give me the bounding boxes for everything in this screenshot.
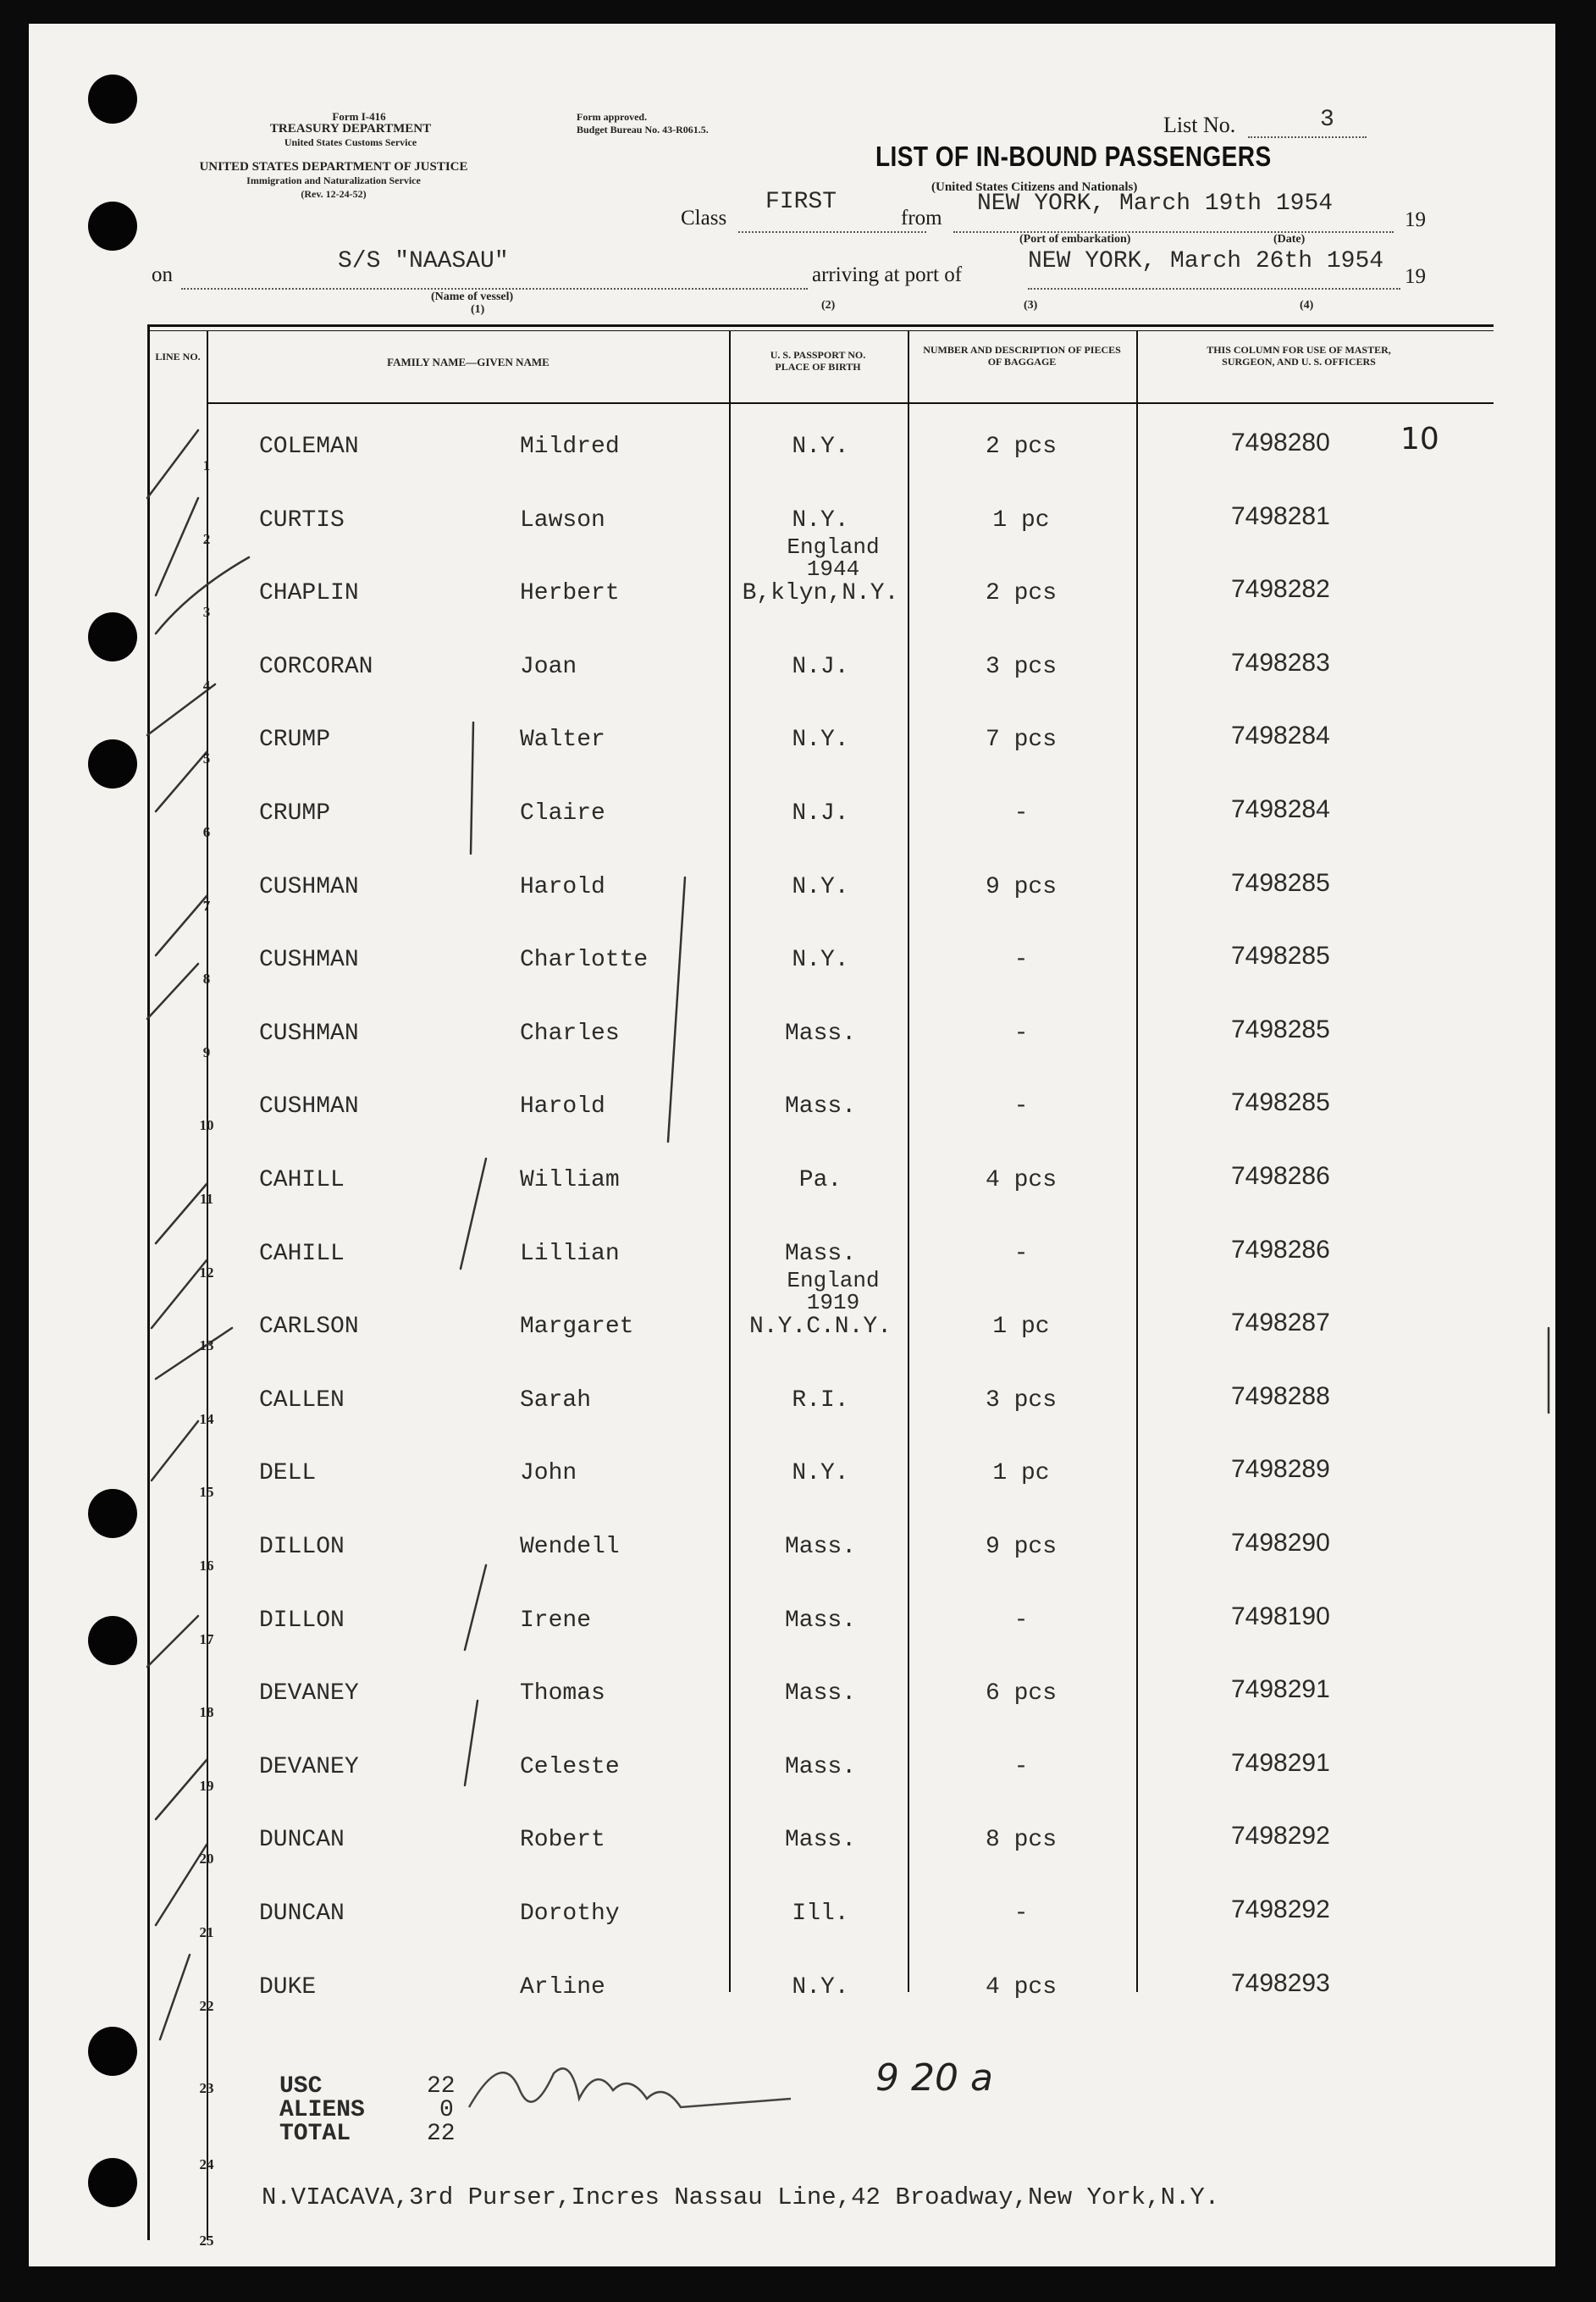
family-name: CORCORAN [259,653,373,680]
aliens-value: 0 [439,2097,454,2123]
line-number: 4 [202,677,211,694]
officer-number: 7498190 [1231,1602,1330,1630]
place-of-birth: N.Y. [792,434,849,460]
baggage: - [1013,800,1029,827]
given-name: Thomas [520,1680,605,1707]
baggage: 7 pcs [985,727,1057,754]
place-of-birth: R.I. [792,1386,849,1414]
list-no-value: 3 [1320,107,1334,133]
given-name: Arline [520,1973,605,2000]
officer-number: 7498282 [1231,575,1330,604]
class-label: Class [681,207,727,230]
arriving-year-suffix: 19 [1405,265,1426,288]
line-number: 25 [199,2233,214,2249]
given-name: Dorothy [520,1901,620,1927]
page-subtitle: (United States Citizens and Nationals) [931,180,1138,194]
family-name: DEVANEY [259,1680,359,1707]
officer-number: 7498286 [1231,1235,1330,1264]
justice-dept: UNITED STATES DEPARTMENT OF JUSTICE [199,160,468,174]
officer-number: 7498292 [1231,1822,1330,1851]
line-number: 5 [202,750,211,767]
form-id: Form I-416 [332,110,386,123]
given-name: Sarah [520,1386,592,1414]
class-value: FIRST [765,189,837,215]
line-number: 13 [199,1337,214,1354]
line-number: 24 [199,2156,214,2172]
line-number: 23 [199,2080,214,2096]
family-name: CHAPLIN [259,580,359,607]
place-of-birth: N.Y. [792,506,849,534]
family-name: CALLEN [259,1386,345,1414]
line-number: 10 [199,1117,214,1134]
birth-note: England 1944 [787,534,880,583]
place-of-birth: Mass. [784,1240,856,1267]
revision: (Rev. 12-24-52) [301,188,367,200]
port-embark-caption: (Port of embarkation) [1019,233,1131,246]
line-number: 9 [202,1043,211,1060]
given-name: Irene [520,1607,592,1634]
line-number: 8 [202,971,211,988]
col3-caption: (3) [1024,299,1038,312]
officer-number: 7498288 [1231,1381,1330,1410]
line-number: 15 [199,1484,214,1501]
family-name: CUSHMAN [259,1093,359,1121]
officer-number: 7498285 [1231,1088,1330,1117]
line-number: 16 [199,1558,214,1574]
baggage: - [1013,1240,1029,1267]
birth-note: England 1919 [787,1268,880,1316]
officer-number: 7498285 [1231,1015,1330,1043]
baggage: 4 pcs [985,1167,1057,1193]
given-name: Lillian [520,1240,620,1267]
officer-number: 7498283 [1231,648,1330,677]
on-label: on [152,263,173,286]
header-baggage: NUMBER AND DESCRIPTION OF PIECES OF BAGGAGE [923,344,1121,368]
total-value: 22 [427,2121,456,2147]
baggage: 3 pcs [985,1386,1057,1414]
place-of-birth: Mass. [784,1680,856,1707]
baggage: 1 pc [992,1314,1050,1341]
budget-bureau: Budget Bureau No. 43-R061.5. [577,124,709,136]
usc-label: USC [279,2073,323,2100]
line-number: 2 [202,530,211,547]
given-name: Lawson [520,506,605,534]
baggage: 9 pcs [985,873,1057,900]
family-name: CARLSON [259,1314,359,1341]
line-number: 6 [202,824,211,840]
given-name: John [520,1460,577,1487]
list-no-label: List No. [1163,113,1236,137]
given-name: Robert [520,1827,605,1854]
aliens-label: ALIENS [279,2097,365,2123]
date-caption: (Date) [1273,233,1306,246]
officer-number: 7498285 [1231,868,1330,897]
line-number: 12 [199,1264,214,1281]
baggage: 8 pcs [985,1827,1057,1854]
baggage: - [1013,947,1029,974]
line-number: 11 [199,1191,214,1207]
officer-number: 7498291 [1231,1748,1330,1777]
family-name: DILLON [259,1534,345,1560]
place-of-birth: N.Y. [792,727,849,754]
family-name: CRUMP [259,727,331,754]
form-approved: Form approved. [577,111,648,123]
officer-number: 7498292 [1231,1895,1330,1923]
arriving-label: arriving at port of [812,263,963,286]
usc-value: 22 [427,2073,456,2100]
family-name: CUSHMAN [259,873,359,900]
from-value: NEW YORK, March 19th 1954 [977,191,1334,217]
baggage: 3 pcs [985,653,1057,680]
officer-number: 7498281 [1231,501,1330,530]
baggage: - [1013,1093,1029,1121]
baggage: 1 pc [992,1460,1050,1487]
officer-number: 7498286 [1231,1162,1330,1190]
family-name: DUNCAN [259,1901,345,1927]
check-marks [29,24,1555,2266]
purser-line: N.VIACAVA,3rd Purser,Incres Nassau Line,42 Broadway,New York,N.Y. [262,2183,1220,2211]
family-name: DELL [259,1460,317,1487]
place-of-birth: N.J. [792,653,849,680]
line-number: 1 [202,457,211,473]
given-name: Charlotte [520,947,649,974]
baggage: 6 pcs [985,1680,1057,1707]
signature-scribble [452,2039,1129,2133]
place-of-birth: N.Y. [792,947,849,974]
family-name: CUSHMAN [259,947,359,974]
baggage: - [1013,1753,1029,1780]
family-name: DUKE [259,1973,317,2000]
line-number: 7 [202,897,211,914]
family-name: DUNCAN [259,1827,345,1854]
place-of-birth: N.Y.C.N.Y. [748,1314,892,1341]
officer-number: 7498284 [1231,795,1330,823]
family-name: DILLON [259,1607,345,1634]
baggage: 4 pcs [985,1973,1057,2000]
ins-service: Immigration and Naturalization Service [246,174,421,186]
baggage: - [1013,1020,1029,1047]
given-name: Harold [520,873,605,900]
col4-caption: (4) [1300,299,1314,312]
place-of-birth: N.Y. [792,873,849,900]
officer-number: 7498291 [1231,1675,1330,1704]
header-officers: THIS COLUMN FOR USE OF MASTER, SURGEON, AND U. S. OFFICERS [1207,344,1391,368]
family-name: DEVANEY [259,1753,359,1780]
officer-number: 7498289 [1231,1455,1330,1484]
line-number: 18 [199,1704,214,1721]
baggage: 2 pcs [985,580,1057,607]
given-name: William [520,1167,620,1193]
vessel-caption: (Name of vessel) [431,291,514,303]
officer-number: 7498290 [1231,1529,1330,1557]
treasury-dept: TREASURY DEPARTMENT [269,122,432,136]
customs-service: United States Customs Service [284,136,417,148]
family-name: COLEMAN [259,434,359,460]
from-year-suffix: 19 [1405,208,1426,231]
officer-number: 7498293 [1231,1968,1330,1997]
line-number: 20 [199,1851,214,1868]
from-label: from [901,207,942,230]
place-of-birth: Mass. [784,1827,856,1854]
line-number: 22 [199,1997,214,2014]
col1-caption: (1) [471,303,485,316]
family-name: CUSHMAN [259,1020,359,1047]
family-name: CAHILL [259,1167,345,1193]
given-name: Celeste [520,1753,620,1780]
document-page [29,24,1555,2266]
line-number: 14 [199,1410,214,1427]
officer-number: 7498285 [1231,942,1330,971]
arriving-value: NEW YORK, March 26th 1954 [1028,248,1384,274]
total-label: TOTAL [279,2121,351,2147]
baggage: - [1013,1607,1029,1634]
family-name: CURTIS [259,506,345,534]
place-of-birth: Pa. [798,1167,842,1193]
given-name: Harold [520,1093,605,1121]
place-of-birth: Ill. [792,1901,849,1927]
family-name: CAHILL [259,1240,345,1267]
place-of-birth: Mass. [784,1020,856,1047]
header-name: FAMILY NAME—GIVEN NAME [387,356,549,368]
place-of-birth: N.Y. [792,1973,849,2000]
place-of-birth: B,klyn,N.Y. [742,580,899,607]
place-of-birth: Mass. [784,1753,856,1780]
officer-number: 7498284 [1231,722,1330,750]
given-name: Mildred [520,434,620,460]
place-of-birth: N.J. [792,800,849,827]
col2-caption: (2) [821,299,836,312]
header-line-no: LINE NO. [155,351,201,362]
line-number: 21 [199,1924,214,1940]
given-name: Claire [520,800,605,827]
baggage: - [1013,1901,1029,1927]
given-name: Margaret [520,1314,634,1341]
officer-number: 7498280 [1231,429,1330,457]
header-passport: U. S. PASSPORT NO. PLACE OF BIRTH [770,349,866,373]
place-of-birth: Mass. [784,1607,856,1634]
baggage: 9 pcs [985,1534,1057,1560]
line-number: 3 [202,604,211,621]
given-name: Charles [520,1020,620,1047]
line-number: 19 [199,1777,214,1794]
given-name: Wendell [520,1534,620,1560]
page-title: LIST OF IN-BOUND PASSENGERS [875,141,1272,172]
page-number-note: 10 [1400,422,1439,457]
family-name: CRUMP [259,800,331,827]
place-of-birth: Mass. [784,1093,856,1121]
given-name: Herbert [520,580,620,607]
officer-number: 7498287 [1231,1309,1330,1337]
line-number: 17 [199,1630,214,1647]
given-name: Joan [520,653,577,680]
place-of-birth: Mass. [784,1534,856,1560]
baggage: 2 pcs [985,434,1057,460]
signature-note: 9 20 a [875,2056,993,2100]
baggage: 1 pc [992,506,1050,534]
place-of-birth: N.Y. [792,1460,849,1487]
given-name: Walter [520,727,605,754]
vessel-value: S/S "NAASAU" [338,248,509,274]
